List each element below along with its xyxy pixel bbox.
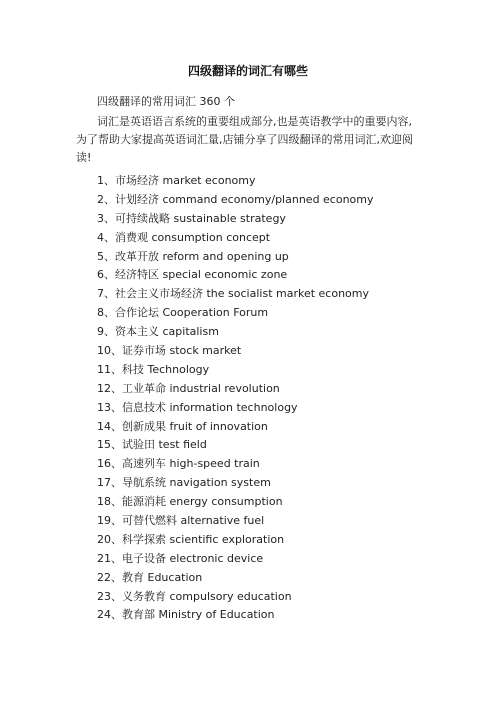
list-item: 24、教育部 Ministry of Education	[97, 608, 275, 622]
list-item: 15、试验田 test field	[97, 438, 207, 452]
list-item: 16、高速列车 high-speed train	[97, 457, 260, 471]
list-item: 23、义务教育 compulsory education	[97, 589, 292, 603]
list-item: 17、导航系统 navigation system	[97, 476, 271, 490]
list-item: 14、创新成果 fruit of innovation	[97, 419, 268, 433]
list-item: 5、改革开放 reform and opening up	[97, 249, 289, 263]
list-item: 4、消费观 consumption concept	[97, 230, 271, 244]
document-title: 四级翻译的词汇有哪些	[187, 64, 308, 78]
list-item: 18、能源消耗 energy consumption	[97, 495, 283, 509]
list-item: 9、资本主义 capitalism	[97, 325, 219, 339]
list-item: 13、信息技术 information technology	[97, 400, 298, 414]
list-item: 11、科技 Technology	[97, 362, 210, 376]
list-item: 19、可替代燃料 alternative fuel	[97, 514, 265, 528]
list-item: 7、社会主义市场经济 the socialist market economy	[97, 287, 370, 301]
list-item: 12、工业革命 industrial revolution	[97, 381, 280, 395]
list-item: 6、经济特区 special economic zone	[97, 268, 288, 282]
list-item: 1、市场经济 market economy	[97, 174, 256, 187]
list-item: 2、计划经济 command economy/planned economy	[97, 192, 374, 206]
list-item: 3、可持续战略 sustainable strategy	[97, 211, 286, 225]
list-item: 8、合作论坛 Cooperation Forum	[97, 306, 269, 320]
intro-paragraph: 词汇是英语语言系统的重要组成部分,也是英语教学中的重要内容,为了帮助大家提高英语词汇量,店铺分享了四级翻译的常用词汇,欢迎阅读!	[76, 115, 413, 164]
list-item: 21、电子设备 electronic device	[97, 551, 264, 565]
document-subtitle: 四级翻译的常用词汇 360 个	[97, 95, 235, 108]
vocabulary-list	[97, 172, 374, 625]
list-item: 22、教育 Education	[97, 570, 203, 584]
list-item: 20、科学探索 scientific exploration	[97, 532, 285, 546]
list-item: 10、证券市场 stock market	[97, 344, 242, 358]
